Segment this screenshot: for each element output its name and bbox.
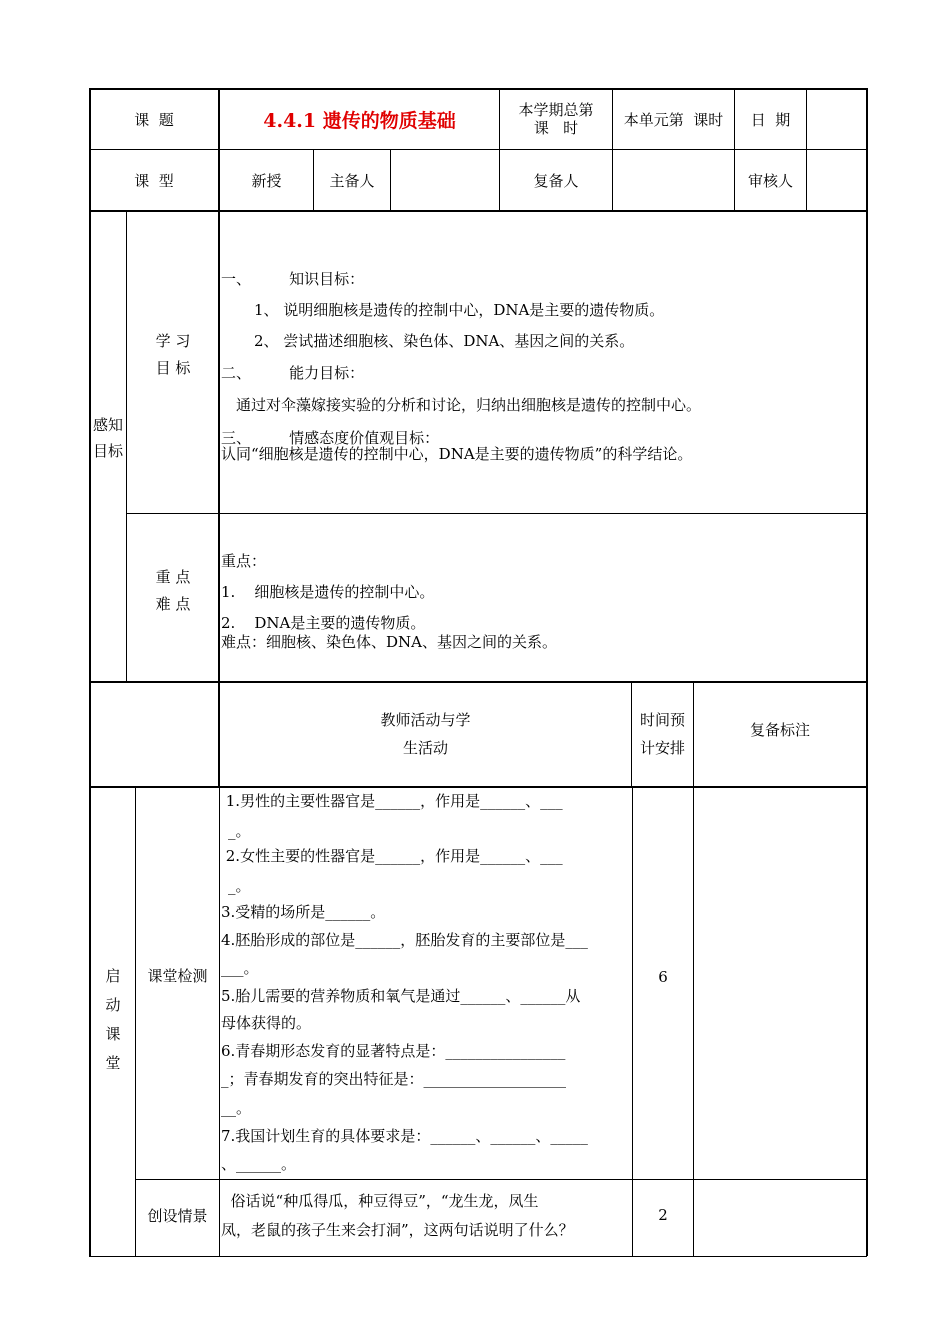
question-line: 2.女性主要的性器官是______，作用是______、___ xyxy=(221,847,563,865)
question-line: 5.胎儿需要的营养物质和氧气是通过______、______从 xyxy=(221,987,581,1005)
topic-label: 课 题 xyxy=(134,110,174,129)
key-point-line: 1. 细胞核是遗传的控制中心。 xyxy=(221,583,435,601)
objective-line: 二、 能力目标： xyxy=(221,364,365,382)
startup-classroom-label xyxy=(98,962,128,1078)
semester-period-label-line1: 本学期总第 xyxy=(518,101,594,119)
scenario-line: 俗话说“种瓜得瓜，种豆得豆”，“龙生龙，凤生 xyxy=(221,1192,539,1210)
question-line: 、______。 xyxy=(221,1155,297,1173)
key-point-line: 重点： xyxy=(221,552,267,570)
question-line: 1.男性的主要性器官是______，作用是______、___ xyxy=(221,792,563,810)
key-point-line: 2. DNA是主要的遗传物质。 xyxy=(221,614,426,632)
classroom-check-time: 6 xyxy=(658,968,668,986)
reviewer-label: 审核人 xyxy=(747,171,793,190)
startup-classroom-label-text: 启动课堂 xyxy=(105,967,121,1072)
key-point-line: 难点：细胞核、染色体、DNA、基因之间的关系。 xyxy=(221,633,557,651)
scenario-notes[interactable] xyxy=(694,1180,866,1256)
semester-period-label xyxy=(500,89,612,149)
classroom-check-label: 课堂检测 xyxy=(147,966,208,985)
question-line: __。 xyxy=(221,1099,252,1117)
objective-line: 一、 知识目标： xyxy=(221,270,365,288)
question-line: _。 xyxy=(228,877,251,895)
question-line: 母体获得的。 xyxy=(221,1014,312,1032)
scenario-time: 2 xyxy=(658,1206,668,1224)
time-arrangement-header xyxy=(632,682,693,786)
scenario-line: 凤，老鼠的孩子生来会打洞”，这两句话说明了什么？ xyxy=(221,1221,574,1239)
semester-period-label-line2: 课 时 xyxy=(533,119,579,137)
question-line: ___。 xyxy=(221,959,259,977)
objective-line: 通过对伞藻嫁接实验的分析和讨论，归纳出细胞核是遗传的控制中心。 xyxy=(236,396,702,414)
unit-period-label: 本单元第 课时 xyxy=(623,110,724,129)
key-difficult-points-label-text: 重 点 难 点 xyxy=(155,568,191,613)
question-line: 6.青春期形态发育的显著特点是：________________ xyxy=(221,1042,566,1060)
revision-notes-header: 复备标注 xyxy=(749,720,810,739)
lesson-title: 4.4.1 遗传的物质基础 xyxy=(263,109,456,132)
objective-line: 1、 说明细胞核是遗传的控制中心，DNA是主要的遗传物质。 xyxy=(254,301,665,319)
question-line: _。 xyxy=(228,822,251,840)
objective-line: 三、 情感态度价值观目标： xyxy=(221,429,440,447)
perception-goals-label: 感知目标 xyxy=(92,416,123,460)
lead-preparer-label: 主备人 xyxy=(329,171,375,190)
question-line: 7.我国计划生育的具体要求是：______、______、_____ xyxy=(221,1127,588,1145)
type-label: 课 型 xyxy=(134,171,174,190)
teacher-student-activity-header-text: 教师活动与学生活动 xyxy=(380,711,471,757)
lead-preparer-value[interactable] xyxy=(391,150,499,210)
co-preparer-value[interactable] xyxy=(613,150,734,210)
co-preparer-label: 复备人 xyxy=(533,171,579,190)
question-line: 4.胚胎形成的部位是______，胚胎发育的主要部位是___ xyxy=(221,931,588,949)
learning-objectives-label xyxy=(128,328,218,382)
date-label: 日 期 xyxy=(750,110,791,129)
reviewer-value[interactable] xyxy=(807,150,866,210)
question-line: _；青春期发育的突出特征是：___________________ xyxy=(221,1070,567,1088)
objective-line: 认同“细胞核是遗传的控制中心，DNA是主要的遗传物质”的科学结论。 xyxy=(221,445,693,463)
learning-objectives-label-text: 学 习 目 标 xyxy=(155,332,191,377)
type-value: 新授 xyxy=(251,171,282,190)
objective-line: 2、 尝试描述细胞核、染色体、DNA、基因之间的关系。 xyxy=(254,332,635,350)
date-value[interactable] xyxy=(807,89,866,149)
question-line: 3.受精的场所是______。 xyxy=(221,903,386,921)
key-difficult-points-label xyxy=(128,564,218,618)
scenario-label: 创设情景 xyxy=(147,1206,208,1225)
teacher-student-activity-header xyxy=(220,682,631,786)
activity-header-blank xyxy=(90,682,218,786)
time-arrangement-header-text: 时间预计安排 xyxy=(639,711,685,757)
classroom-check-notes[interactable] xyxy=(694,787,866,1179)
